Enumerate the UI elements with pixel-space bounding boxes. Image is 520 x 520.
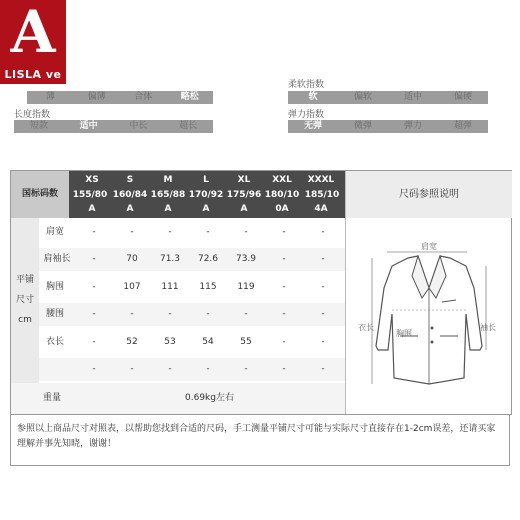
size-code: 155/80: [72, 190, 108, 200]
softness-option: 偏软: [353, 92, 372, 102]
length-option: 中长: [129, 121, 148, 131]
softness-bar: [288, 91, 488, 104]
length-option: 短款: [29, 121, 48, 131]
cell-value: -: [282, 254, 286, 264]
size-code-suffix: 4A: [314, 204, 328, 214]
size-code: 185/10: [304, 190, 340, 200]
cell-value: 119: [237, 282, 255, 292]
cell-value: -: [282, 227, 286, 237]
cell-value: -: [282, 282, 286, 292]
cell-value: -: [130, 309, 134, 319]
size-code: 175/96: [226, 190, 262, 200]
elasticity-option: 微弹: [353, 121, 372, 131]
cell-value: -: [92, 282, 96, 292]
elasticity-option: 弹力: [403, 121, 422, 131]
cell-value: -: [282, 337, 286, 347]
elasticity-option: 超弹: [453, 121, 472, 131]
size-name: L: [203, 175, 209, 185]
thickness-option-selected: 略松: [180, 92, 199, 102]
cell-value: -: [321, 337, 325, 347]
cell-value: 52: [126, 337, 138, 347]
size-table: [10, 170, 512, 415]
cell-value: 107: [123, 282, 141, 292]
size-reference-title: 尺码参照说明: [345, 171, 512, 218]
weight-value: 0.69kg左右: [185, 393, 234, 403]
size-header: [11, 171, 345, 218]
cell-value: -: [206, 227, 210, 237]
table-row: [39, 248, 345, 271]
cell-value: -: [321, 364, 325, 374]
cell-value: -: [168, 309, 172, 319]
cell-value: -: [206, 309, 210, 319]
size-code: 180/10: [264, 190, 300, 200]
thickness-bar: [27, 91, 213, 104]
softness-label: 柔软指数: [288, 80, 325, 90]
cell-value: -: [130, 227, 134, 237]
cell-value: 53: [164, 337, 176, 347]
cell-value: 55: [240, 337, 252, 347]
length-label: 衣长: [358, 323, 374, 332]
size-name: XL: [237, 175, 251, 185]
cell-value: -: [321, 254, 325, 264]
thickness-option: 合体: [134, 92, 153, 102]
cell-value: -: [168, 364, 172, 374]
length-option: 超长: [179, 121, 198, 131]
row-name: 肩宽: [45, 227, 64, 237]
softness-option: 适中: [403, 92, 422, 102]
thickness-option: 薄: [45, 92, 55, 102]
brand-logo: [0, 0, 66, 84]
cell-value: -: [92, 309, 96, 319]
size-code: 165/88: [150, 190, 186, 200]
chest-label: 胸围: [396, 329, 412, 338]
size-reference-diagram: [345, 218, 512, 414]
measure-label-line: 平铺: [15, 275, 34, 285]
size-name: XXL: [272, 175, 292, 185]
cell-value: -: [92, 364, 96, 374]
size-code-suffix: A: [126, 204, 134, 214]
cell-value: -: [244, 227, 248, 237]
table-row: [39, 303, 345, 326]
cell-value: -: [92, 337, 96, 347]
logo-letter: A: [10, 0, 56, 66]
length-bar: [14, 120, 213, 133]
row-name: 衣长: [45, 337, 64, 347]
weight-row: [11, 383, 345, 414]
cell-value: -: [130, 364, 134, 374]
cell-value: -: [206, 364, 210, 374]
cell-value: -: [92, 254, 96, 264]
size-name: S: [126, 175, 134, 185]
weight-label: 重量: [43, 393, 62, 403]
row-name: 腰围: [45, 309, 64, 319]
cell-value: 71.3: [159, 254, 181, 264]
size-name: M: [163, 175, 173, 185]
measure-label: [11, 218, 39, 383]
softness-option: 偏硬: [453, 92, 472, 102]
cell-value: -: [321, 309, 325, 319]
elasticity-option-selected: 无弹: [303, 121, 322, 131]
size-name: XS: [85, 175, 99, 185]
row-name: 肩袖长: [43, 254, 71, 264]
size-name: XXXL: [307, 175, 335, 185]
length-option-selected: 适中: [79, 121, 98, 131]
cell-value: 70: [126, 254, 138, 264]
elasticity-label: 弹力指数: [288, 110, 325, 120]
table-row: [39, 331, 345, 354]
size-code-suffix: A: [240, 204, 248, 214]
cell-value: -: [244, 364, 248, 374]
size-code-suffix: A: [88, 204, 96, 214]
cell-value: 115: [199, 282, 217, 292]
measure-label-line: 尺寸: [15, 295, 34, 305]
cell-value: 73.9: [235, 254, 257, 264]
measure-label-line: cm: [18, 315, 32, 325]
shoulder-label: 肩宽: [421, 242, 437, 251]
cell-value: -: [92, 227, 96, 237]
size-code: 160/84: [112, 190, 148, 200]
cell-value: 54: [202, 337, 214, 347]
cell-value: 72.6: [197, 254, 219, 264]
cell-value: -: [244, 309, 248, 319]
cell-value: -: [321, 227, 325, 237]
softness-option-selected: 软: [308, 92, 318, 102]
table-row: [39, 358, 345, 381]
size-code-suffix: A: [164, 204, 172, 214]
size-code: 170/92: [188, 190, 224, 200]
sleeve-label: 袖长: [480, 323, 496, 332]
size-code-suffix: A: [202, 204, 210, 214]
elasticity-bar: [288, 120, 488, 133]
cell-value: 111: [161, 282, 179, 292]
table-row: [39, 221, 345, 244]
row-name: 胸围: [45, 282, 64, 292]
thickness-option: 偏薄: [87, 92, 106, 102]
jacket-diagram: [346, 218, 512, 414]
length-label: 长度指数: [14, 110, 51, 120]
cell-value: -: [321, 282, 325, 292]
table-row: [39, 276, 345, 299]
cell-value: -: [168, 227, 172, 237]
cell-value: -: [282, 364, 286, 374]
cell-value: -: [282, 309, 286, 319]
size-note: 参照以上商品尺寸对照表，以帮助您找到合适的尺码，手工测量平铺尺寸可能与实际尺寸直接存在1-2cm误差，还请买家理解并事先知晓，谢谢！: [10, 414, 510, 466]
size-code-suffix: 0A: [275, 204, 289, 214]
country-code-label: 国标码数: [11, 171, 69, 218]
logo-brand-text: LISLA ve: [4, 68, 62, 81]
